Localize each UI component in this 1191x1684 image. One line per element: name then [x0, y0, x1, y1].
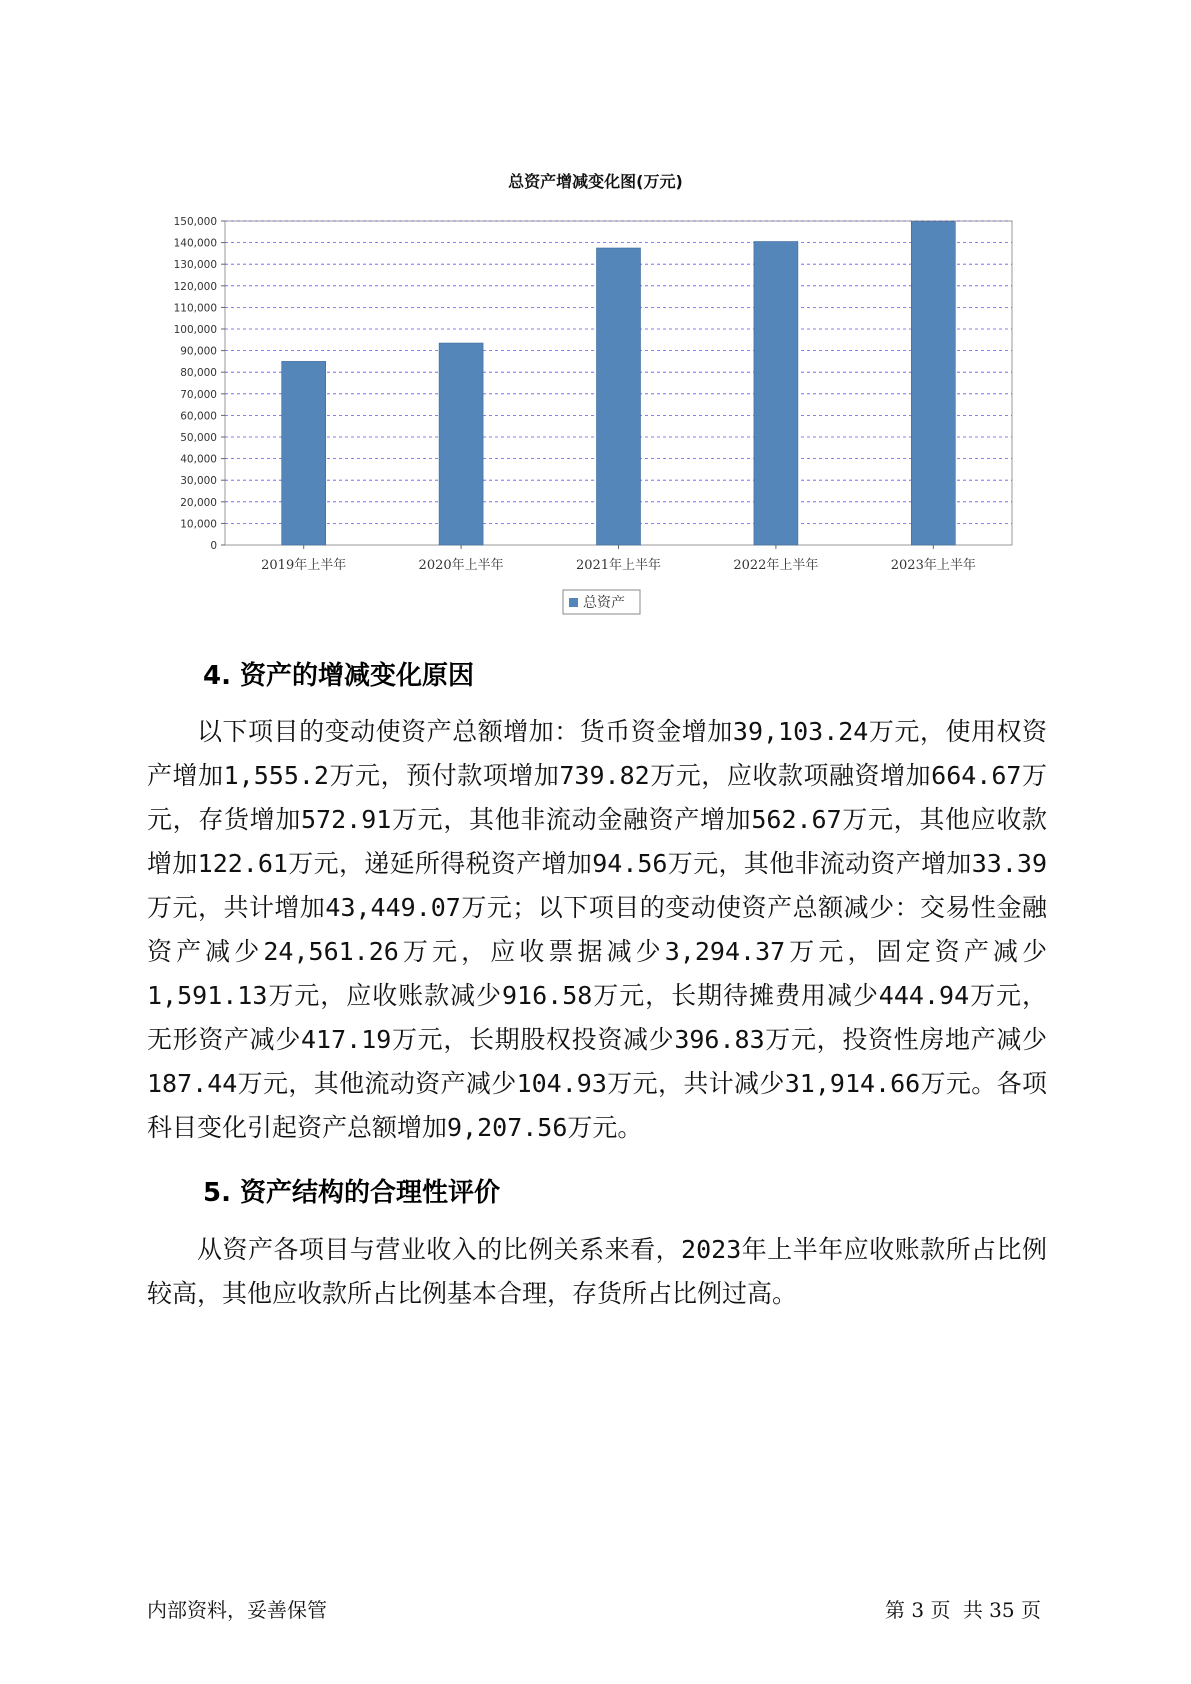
x-tick-label: 2022年上半年: [733, 558, 819, 573]
y-tick-label: 130,000: [173, 259, 217, 272]
y-tick-label: 40,000: [180, 453, 217, 466]
bar-2: [439, 343, 483, 545]
y-tick-label: 60,000: [180, 410, 217, 423]
footer-confidential-note: 内部资料，妥善保管: [147, 1598, 327, 1622]
x-tick-label: 2019年上半年: [261, 558, 347, 573]
asset-structure-evaluation-paragraph: 从资产各项目与营业收入的比例关系来看，2023年上半年应收账款所占比例较高，其他应收款所占比例基本合理，存货所占比例过高。: [147, 1235, 1047, 1308]
y-tick-label: 90,000: [180, 345, 217, 358]
footer-page-total: 共 35 页: [962, 1598, 1041, 1622]
asset-change-reasons-paragraph: 以下项目的变动使资产总额增加：货币资金增加39,103.24万元，使用权资产增加1,555.2万元，预付款项增加739.82万元，应收款项融资增加664.67万元，存货增加572.91万元，其他非流动金融资产增加562.67万元，其他应收款增加122.61万元，递延所得税资产增加94.56万元，其他非流动资产增加33.39万元，共计增加43,449.07万元；以下项目的变动使资产总额减少：交易性金融资产减少24,561.26万元，应收票据减少3,294.37万元，固定资产减少1,591.13万元，应收账款减少916.58万元，长期待摊费用减少444.94万元，无形资产减少417.19万元，长期股权投资减少396.83万元，投资性房地产减少187.44万元，其他流动资产减少104.93万元，共计减少31,914.66万元。各项科目变化引起资产总额增加9,207.56万元。: [147, 717, 1047, 1142]
y-tick-label: 20,000: [180, 496, 217, 509]
bar-5: [911, 222, 955, 545]
section-heading-asset-structure-evaluation: 5. 资产结构的合理性评价: [203, 1178, 501, 1208]
y-tick-label: 10,000: [180, 518, 217, 531]
y-tick-label: 70,000: [180, 388, 217, 401]
section-heading-asset-change-reasons: 4. 资产的增减变化原因: [203, 661, 475, 691]
total-assets-bar-chart: [0, 0, 1191, 640]
y-tick-label: 110,000: [173, 302, 217, 315]
x-tick-label: 2020年上半年: [418, 558, 504, 573]
y-tick-label: 30,000: [180, 475, 217, 488]
y-tick-label: 150,000: [173, 216, 217, 228]
x-tick-label: 2023年上半年: [890, 558, 976, 573]
y-tick-label: 0: [210, 540, 217, 552]
y-tick-label: 120,000: [173, 280, 217, 293]
y-tick-label: 100,000: [173, 324, 217, 336]
legend-label: 总资产: [583, 595, 625, 611]
y-tick-label: 80,000: [180, 367, 217, 380]
legend-swatch: [569, 598, 578, 607]
bar-3: [597, 248, 641, 545]
bar-1: [282, 361, 326, 545]
chart-title: 总资产增减变化图(万元): [508, 172, 683, 191]
footer-page-number: [879, 1594, 1041, 1623]
bar-4: [754, 242, 798, 545]
y-tick-label: 50,000: [180, 432, 217, 444]
footer-page-current: 第 3 页: [885, 1598, 951, 1622]
x-tick-label: 2021年上半年: [575, 558, 662, 573]
y-tick-label: 140,000: [173, 237, 217, 250]
